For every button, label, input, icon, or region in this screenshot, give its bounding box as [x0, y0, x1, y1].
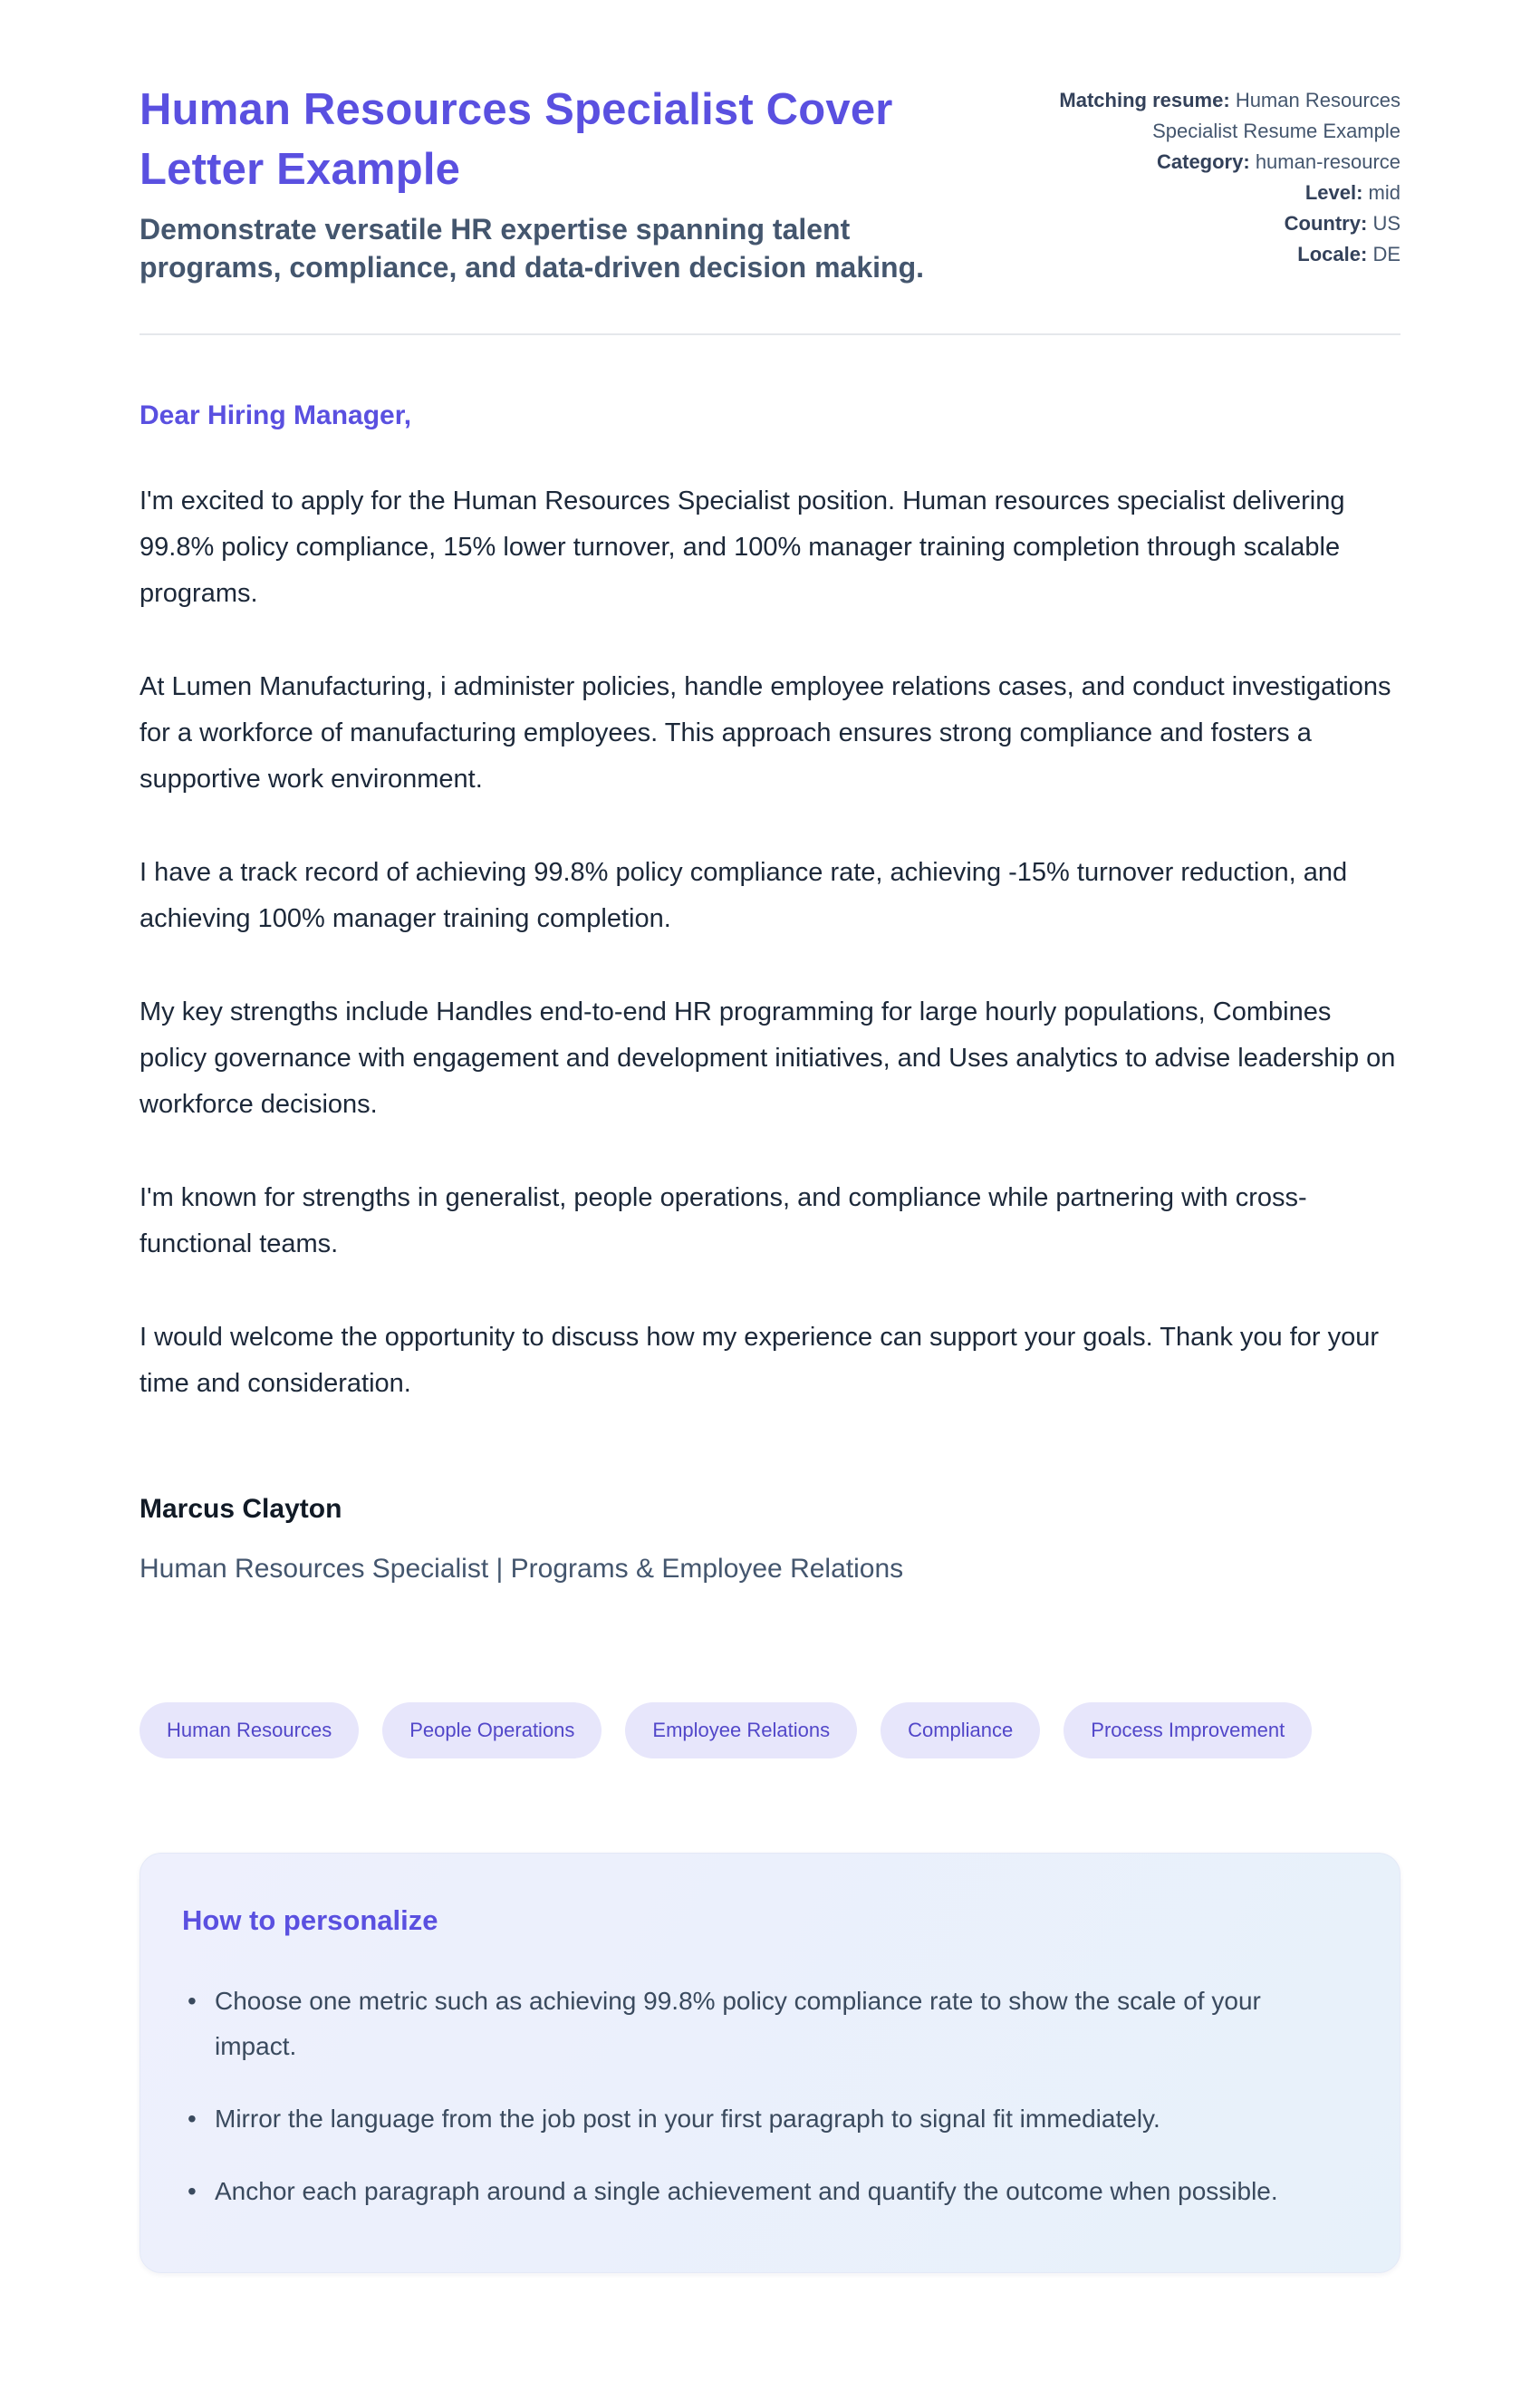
resume-meta-block	[1011, 80, 1400, 270]
meta-locale-value: DE	[1372, 243, 1400, 265]
meta-locale	[1011, 239, 1400, 270]
how-to-personalize-card	[140, 1853, 1400, 2273]
letter-signature	[140, 1494, 1400, 1585]
page-title: Human Resources Specialist Cover Letter Example	[140, 85, 893, 194]
letter-paragraph: I have a track record of achieving 99.8% policy compliance rate, achieving -15% turnover reduction, and achieving 100% manager training completion.	[140, 858, 1348, 933]
tag-compliance[interactable]: Compliance	[881, 1702, 1040, 1758]
letter-paragraph: I'm excited to apply for the Human Resources Specialist position. Human resources specialist delivering 99.8% policy compliance, 15% lower turnover, and 100% manager training completion through scalable programs.	[140, 487, 1345, 608]
meta-country-label: Country:	[1284, 212, 1368, 235]
meta-country-value: US	[1372, 212, 1400, 235]
letter-paragraph: I'm known for strengths in generalist, people operations, and compliance while partnering with cross-functional teams.	[140, 1183, 1307, 1258]
meta-level	[1011, 178, 1400, 208]
letter-paragraph: My key strengths include Handles end-to-end HR programming for large hourly populations, Combines policy governance with engagement and development initiatives, and Uses analytics to advise leadership on workforce decisions.	[140, 997, 1396, 1119]
signature-name: Marcus Clayton	[140, 1494, 342, 1524]
tag-employee-relations[interactable]: Employee Relations	[625, 1702, 857, 1758]
letter-greeting: Dear Hiring Manager,	[140, 400, 412, 430]
meta-locale-label: Locale:	[1297, 243, 1368, 265]
letter-paragraph: At Lumen Manufacturing, i administer policies, handle employee relations cases, and conduct investigations for a workforce of manufacturing employees. This approach ensures strong compliance and fosters a supportive work environment.	[140, 672, 1391, 794]
meta-matching-resume-value: Human Resources Specialist Resume Example	[1152, 89, 1400, 142]
skill-tags	[140, 1702, 1400, 1758]
meta-level-label: Level:	[1304, 181, 1363, 204]
page-header	[140, 80, 1400, 286]
tip-item: • Anchor each paragraph around a single achievement and quantify the outcome when possible.	[182, 2169, 1296, 2214]
page-subtitle: Demonstrate versatile HR expertise spanning talent programs, compliance, and data-driven decision making.	[140, 213, 924, 284]
header-divider	[140, 333, 1400, 335]
tip-item: • Mirror the language from the job post in your first paragraph to signal fit immediately.	[182, 2096, 1296, 2142]
cover-letter-body	[140, 400, 1400, 1585]
tips-list	[182, 1979, 1358, 2214]
header-title-block	[140, 80, 957, 286]
letter-paragraph: I would welcome the opportunity to discuss how my experience can support your goals. Thank you for your time and consideration.	[140, 1323, 1380, 1398]
meta-matching-resume	[1011, 85, 1400, 147]
meta-category-label: Category:	[1157, 150, 1250, 173]
tag-people-operations[interactable]: People Operations	[382, 1702, 602, 1758]
tag-human-resources[interactable]: Human Resources	[140, 1702, 359, 1758]
meta-matching-resume-label: Matching resume:	[1059, 89, 1230, 111]
tag-process-improvement[interactable]: Process Improvement	[1064, 1702, 1312, 1758]
tips-title: How to personalize	[182, 1904, 438, 1936]
tip-item: • Choose one metric such as achieving 99.8% policy compliance rate to show the scale of your impact.	[182, 1979, 1296, 2069]
meta-level-value: mid	[1368, 181, 1400, 204]
cover-letter-page	[140, 0, 1400, 2273]
meta-country	[1011, 208, 1400, 239]
signature-role: Human Resources Specialist | Programs & Employee Relations	[140, 1554, 904, 1584]
meta-category-value: human-resource	[1255, 150, 1400, 173]
meta-category	[1011, 147, 1400, 178]
